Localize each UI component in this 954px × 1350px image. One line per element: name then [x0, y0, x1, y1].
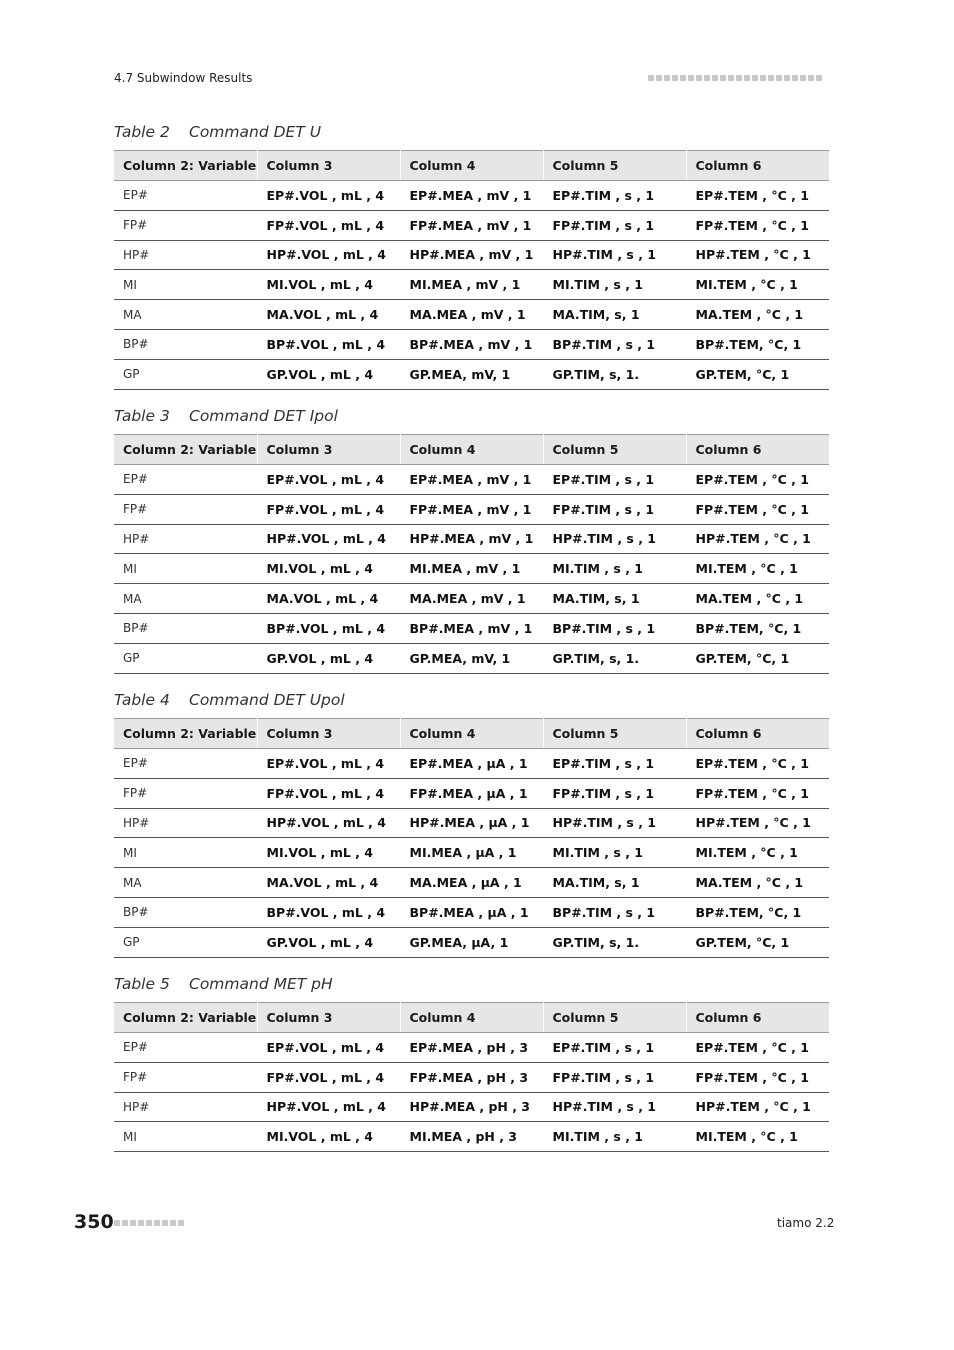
- product-name: tiamo 2.2: [777, 1216, 835, 1230]
- table-number: Table 3: [114, 407, 170, 425]
- value-cell: EP#.TEM , °C , 1: [686, 1033, 829, 1063]
- value-cell: HP#.VOL , mL , 4: [257, 808, 400, 838]
- value-cell: FP#.TIM , s , 1: [543, 778, 686, 808]
- value-cell: FP#.TEM , °C , 1: [686, 1062, 829, 1092]
- value-cell: HP#.TEM , °C , 1: [686, 240, 829, 270]
- value-cell: EP#.MEA , pH , 3: [400, 1033, 543, 1063]
- value-cell: HP#.TIM , s , 1: [543, 808, 686, 838]
- variable-cell: FP#: [114, 1062, 257, 1092]
- value-cell: MA.MEA , mV , 1: [400, 584, 543, 614]
- value-cell: HP#.VOL , mL , 4: [257, 1092, 400, 1122]
- table-row: [114, 1092, 829, 1122]
- table-row: [114, 868, 829, 898]
- value-cell: EP#.TIM , s , 1: [543, 465, 686, 495]
- value-cell: BP#.VOL , mL , 4: [257, 329, 400, 359]
- column-header: Column 4: [400, 151, 543, 181]
- value-cell: MI.MEA , mV , 1: [400, 554, 543, 584]
- value-cell: GP.TEM, °C, 1: [686, 643, 829, 673]
- table-caption: [114, 691, 345, 709]
- table-row: [114, 838, 829, 868]
- value-cell: MI.MEA , µA , 1: [400, 838, 543, 868]
- column-header: Column 4: [400, 435, 543, 465]
- variable-cell: BP#: [114, 897, 257, 927]
- value-cell: MA.TEM , °C , 1: [686, 868, 829, 898]
- value-cell: EP#.MEA , µA , 1: [400, 749, 543, 779]
- variable-cell: MA: [114, 300, 257, 330]
- table-row: [114, 465, 829, 495]
- value-cell: MA.VOL , mL , 4: [257, 868, 400, 898]
- table-row: [114, 808, 829, 838]
- value-cell: HP#.MEA , mV , 1: [400, 240, 543, 270]
- column-header: Column 4: [400, 719, 543, 749]
- value-cell: MI.TIM , s , 1: [543, 554, 686, 584]
- value-cell: MA.MEA , mV , 1: [400, 300, 543, 330]
- value-cell: MA.VOL , mL , 4: [257, 584, 400, 614]
- value-cell: HP#.TEM , °C , 1: [686, 524, 829, 554]
- value-cell: MA.TIM, s, 1: [543, 584, 686, 614]
- value-cell: BP#.VOL , mL , 4: [257, 613, 400, 643]
- column-header: Column 2: Variable: [114, 435, 257, 465]
- value-cell: BP#.TEM, °C, 1: [686, 897, 829, 927]
- table-header-row: [114, 435, 829, 465]
- value-cell: EP#.TEM , °C , 1: [686, 181, 829, 211]
- value-cell: HP#.TEM , °C , 1: [686, 1092, 829, 1122]
- value-cell: MA.VOL , mL , 4: [257, 300, 400, 330]
- variable-cell: HP#: [114, 240, 257, 270]
- column-header: Column 4: [400, 1003, 543, 1033]
- column-header: Column 6: [686, 719, 829, 749]
- data-table: [114, 1002, 829, 1152]
- value-cell: MA.MEA , µA , 1: [400, 868, 543, 898]
- header-decoration: [648, 75, 822, 81]
- column-header: Column 3: [257, 435, 400, 465]
- value-cell: GP.VOL , mL , 4: [257, 359, 400, 389]
- value-cell: GP.VOL , mL , 4: [257, 643, 400, 673]
- value-cell: BP#.TEM, °C, 1: [686, 613, 829, 643]
- value-cell: MI.VOL , mL , 4: [257, 1122, 400, 1152]
- column-header: Column 3: [257, 151, 400, 181]
- value-cell: EP#.VOL , mL , 4: [257, 749, 400, 779]
- value-cell: MI.TEM , °C , 1: [686, 554, 829, 584]
- table-row: [114, 749, 829, 779]
- variable-cell: MA: [114, 868, 257, 898]
- value-cell: FP#.MEA , µA , 1: [400, 778, 543, 808]
- value-cell: EP#.VOL , mL , 4: [257, 1033, 400, 1063]
- value-cell: EP#.TEM , °C , 1: [686, 465, 829, 495]
- table-title: Command MET pH: [189, 975, 333, 993]
- table-caption: [114, 407, 338, 425]
- table-header-row: [114, 151, 829, 181]
- value-cell: FP#.TEM , °C , 1: [686, 494, 829, 524]
- value-cell: MI.TIM , s , 1: [543, 838, 686, 868]
- table-row: [114, 613, 829, 643]
- value-cell: GP.TEM, °C, 1: [686, 359, 829, 389]
- value-cell: BP#.MEA , µA , 1: [400, 897, 543, 927]
- variable-cell: GP: [114, 927, 257, 957]
- table-number: Table 2: [114, 123, 170, 141]
- table-number: Table 5: [114, 975, 170, 993]
- column-header: Column 2: Variable: [114, 151, 257, 181]
- column-header: Column 3: [257, 719, 400, 749]
- value-cell: HP#.TIM , s , 1: [543, 240, 686, 270]
- page-number: 350: [74, 1211, 114, 1233]
- variable-cell: MI: [114, 1122, 257, 1152]
- value-cell: HP#.VOL , mL , 4: [257, 524, 400, 554]
- value-cell: MA.TEM , °C , 1: [686, 584, 829, 614]
- variable-cell: GP: [114, 643, 257, 673]
- value-cell: EP#.VOL , mL , 4: [257, 181, 400, 211]
- value-cell: EP#.VOL , mL , 4: [257, 465, 400, 495]
- value-cell: HP#.MEA , mV , 1: [400, 524, 543, 554]
- data-table: [114, 434, 829, 674]
- value-cell: FP#.MEA , pH , 3: [400, 1062, 543, 1092]
- value-cell: MI.TEM , °C , 1: [686, 1122, 829, 1152]
- table-row: [114, 329, 829, 359]
- value-cell: MA.TIM, s, 1: [543, 300, 686, 330]
- column-header: Column 5: [543, 435, 686, 465]
- value-cell: FP#.VOL , mL , 4: [257, 210, 400, 240]
- table-row: [114, 554, 829, 584]
- table-row: [114, 927, 829, 957]
- value-cell: MI.TIM , s , 1: [543, 270, 686, 300]
- value-cell: GP.TIM, s, 1.: [543, 927, 686, 957]
- variable-cell: EP#: [114, 749, 257, 779]
- table-row: [114, 494, 829, 524]
- variable-cell: GP: [114, 359, 257, 389]
- table-header-row: [114, 1003, 829, 1033]
- value-cell: GP.MEA, mV, 1: [400, 359, 543, 389]
- table-row: [114, 240, 829, 270]
- table-title: Command DET Ipol: [189, 407, 338, 425]
- value-cell: FP#.TIM , s , 1: [543, 494, 686, 524]
- variable-cell: MA: [114, 584, 257, 614]
- table-row: [114, 643, 829, 673]
- table-row: [114, 270, 829, 300]
- value-cell: EP#.TEM , °C , 1: [686, 749, 829, 779]
- value-cell: GP.TIM, s, 1.: [543, 643, 686, 673]
- table-row: [114, 1062, 829, 1092]
- variable-cell: HP#: [114, 1092, 257, 1122]
- variable-cell: FP#: [114, 210, 257, 240]
- value-cell: BP#.TIM , s , 1: [543, 329, 686, 359]
- table-row: [114, 524, 829, 554]
- value-cell: BP#.TEM, °C, 1: [686, 329, 829, 359]
- variable-cell: FP#: [114, 778, 257, 808]
- value-cell: FP#.MEA , mV , 1: [400, 494, 543, 524]
- variable-cell: MI: [114, 270, 257, 300]
- value-cell: GP.TIM, s, 1.: [543, 359, 686, 389]
- value-cell: MI.MEA , pH , 3: [400, 1122, 543, 1152]
- variable-cell: FP#: [114, 494, 257, 524]
- data-table: [114, 150, 829, 390]
- value-cell: MI.TEM , °C , 1: [686, 270, 829, 300]
- column-header: Column 2: Variable: [114, 1003, 257, 1033]
- value-cell: BP#.MEA , mV , 1: [400, 329, 543, 359]
- variable-cell: MI: [114, 554, 257, 584]
- value-cell: FP#.MEA , mV , 1: [400, 210, 543, 240]
- value-cell: BP#.VOL , mL , 4: [257, 897, 400, 927]
- value-cell: BP#.MEA , mV , 1: [400, 613, 543, 643]
- column-header: Column 6: [686, 1003, 829, 1033]
- column-header: Column 6: [686, 151, 829, 181]
- table-caption: [114, 975, 333, 993]
- value-cell: FP#.TEM , °C , 1: [686, 778, 829, 808]
- value-cell: MI.VOL , mL , 4: [257, 270, 400, 300]
- value-cell: BP#.TIM , s , 1: [543, 613, 686, 643]
- value-cell: GP.MEA, mV, 1: [400, 643, 543, 673]
- table-header-row: [114, 719, 829, 749]
- value-cell: HP#.MEA , µA , 1: [400, 808, 543, 838]
- value-cell: GP.VOL , mL , 4: [257, 927, 400, 957]
- value-cell: HP#.VOL , mL , 4: [257, 240, 400, 270]
- value-cell: MI.VOL , mL , 4: [257, 554, 400, 584]
- table-caption: [114, 123, 321, 141]
- data-table: [114, 718, 829, 958]
- variable-cell: HP#: [114, 524, 257, 554]
- table-title: Command DET U: [189, 123, 322, 141]
- table-row: [114, 897, 829, 927]
- value-cell: MA.TIM, s, 1: [543, 868, 686, 898]
- variable-cell: EP#: [114, 181, 257, 211]
- table-title: Command DET Upol: [189, 691, 345, 709]
- value-cell: GP.MEA, µA, 1: [400, 927, 543, 957]
- table-row: [114, 300, 829, 330]
- value-cell: FP#.TIM , s , 1: [543, 210, 686, 240]
- footer-decoration: [114, 1220, 184, 1226]
- column-header: Column 2: Variable: [114, 719, 257, 749]
- value-cell: FP#.VOL , mL , 4: [257, 494, 400, 524]
- value-cell: EP#.TIM , s , 1: [543, 181, 686, 211]
- variable-cell: EP#: [114, 1033, 257, 1063]
- table-number: Table 4: [114, 691, 170, 709]
- value-cell: MA.TEM , °C , 1: [686, 300, 829, 330]
- table-row: [114, 181, 829, 211]
- table-row: [114, 359, 829, 389]
- variable-cell: BP#: [114, 613, 257, 643]
- table-row: [114, 1122, 829, 1152]
- value-cell: MI.TIM , s , 1: [543, 1122, 686, 1152]
- value-cell: FP#.VOL , mL , 4: [257, 1062, 400, 1092]
- value-cell: HP#.TIM , s , 1: [543, 524, 686, 554]
- section-header: 4.7 Subwindow Results: [114, 71, 253, 85]
- table-row: [114, 210, 829, 240]
- column-header: Column 5: [543, 151, 686, 181]
- column-header: Column 3: [257, 1003, 400, 1033]
- value-cell: EP#.MEA , mV , 1: [400, 181, 543, 211]
- value-cell: HP#.TEM , °C , 1: [686, 808, 829, 838]
- value-cell: EP#.MEA , mV , 1: [400, 465, 543, 495]
- value-cell: EP#.TIM , s , 1: [543, 749, 686, 779]
- value-cell: MI.MEA , mV , 1: [400, 270, 543, 300]
- variable-cell: HP#: [114, 808, 257, 838]
- value-cell: MI.TEM , °C , 1: [686, 838, 829, 868]
- variable-cell: BP#: [114, 329, 257, 359]
- value-cell: MI.VOL , mL , 4: [257, 838, 400, 868]
- value-cell: HP#.MEA , pH , 3: [400, 1092, 543, 1122]
- value-cell: GP.TEM, °C, 1: [686, 927, 829, 957]
- value-cell: FP#.TIM , s , 1: [543, 1062, 686, 1092]
- value-cell: HP#.TIM , s , 1: [543, 1092, 686, 1122]
- table-row: [114, 584, 829, 614]
- value-cell: EP#.TIM , s , 1: [543, 1033, 686, 1063]
- column-header: Column 6: [686, 435, 829, 465]
- column-header: Column 5: [543, 719, 686, 749]
- value-cell: BP#.TIM , s , 1: [543, 897, 686, 927]
- table-row: [114, 778, 829, 808]
- column-header: Column 5: [543, 1003, 686, 1033]
- value-cell: FP#.VOL , mL , 4: [257, 778, 400, 808]
- variable-cell: MI: [114, 838, 257, 868]
- table-row: [114, 1033, 829, 1063]
- variable-cell: EP#: [114, 465, 257, 495]
- value-cell: FP#.TEM , °C , 1: [686, 210, 829, 240]
